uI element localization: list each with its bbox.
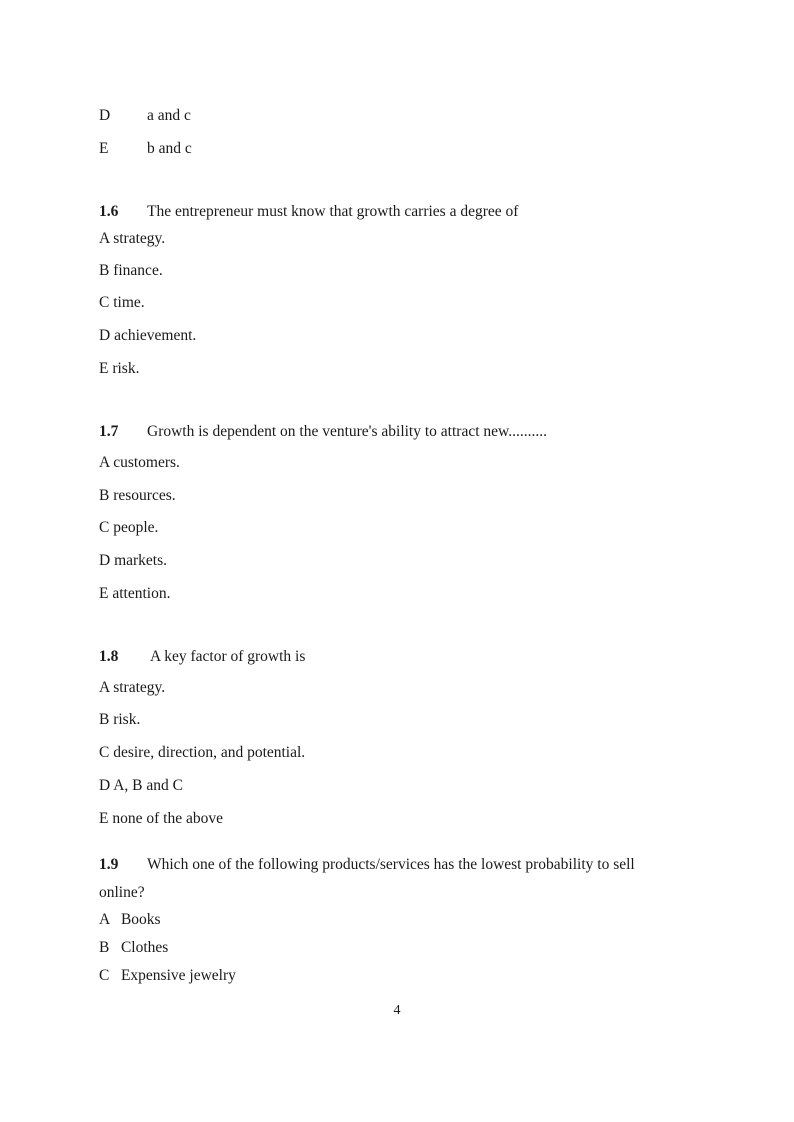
q16-option-d: D achievement.: [99, 327, 197, 344]
option-e-prev: [99, 139, 192, 159]
question-text: Growth is dependent on the venture's ability to attract new..........: [147, 423, 547, 440]
question-text-continued: online?: [99, 884, 145, 901]
q18-option-b: B risk.: [99, 711, 141, 728]
question-1-6: [99, 202, 518, 222]
q18-option-c: C desire, direction, and potential.: [99, 744, 306, 761]
question-number: 1.8: [99, 648, 119, 665]
q18-option-d: D A, B and C: [99, 777, 183, 794]
q18-option-a: A strategy.: [99, 679, 166, 696]
q17-option-a: A customers.: [99, 454, 180, 471]
q16-option-b: B finance.: [99, 262, 163, 279]
question-1-7: [99, 422, 547, 442]
question-number: 1.7: [99, 423, 119, 440]
question-text: Which one of the following products/services has the lowest probability to sell: [147, 856, 635, 873]
question-text: A key factor of growth is: [150, 648, 306, 665]
option-d-prev: [99, 106, 191, 126]
question-1-9: [99, 855, 635, 875]
q18-option-e: E none of the above: [99, 810, 223, 827]
question-1-8: [99, 647, 305, 667]
q17-option-b: B resources.: [99, 487, 176, 504]
q19-option-b: B Clothes: [99, 939, 169, 956]
q16-option-a: A strategy.: [99, 230, 166, 247]
q16-option-c: C time.: [99, 294, 145, 311]
question-number: 1.9: [99, 856, 119, 873]
q17-option-d: D markets.: [99, 552, 168, 569]
q16-option-e: E risk.: [99, 360, 140, 377]
question-text: The entrepreneur must know that growth carries a degree of: [147, 203, 519, 220]
q17-option-c: C people.: [99, 519, 159, 536]
q19-option-c: C Expensive jewelry: [99, 967, 236, 984]
option-text: b and c: [147, 140, 192, 157]
q17-option-e: E attention.: [99, 585, 171, 602]
option-letter: D: [99, 107, 111, 124]
page-number: 4: [393, 1003, 401, 1018]
option-text: a and c: [147, 107, 191, 124]
question-number: 1.6: [99, 203, 119, 220]
q19-option-a: A Books: [99, 911, 161, 928]
option-letter: E: [99, 140, 109, 157]
